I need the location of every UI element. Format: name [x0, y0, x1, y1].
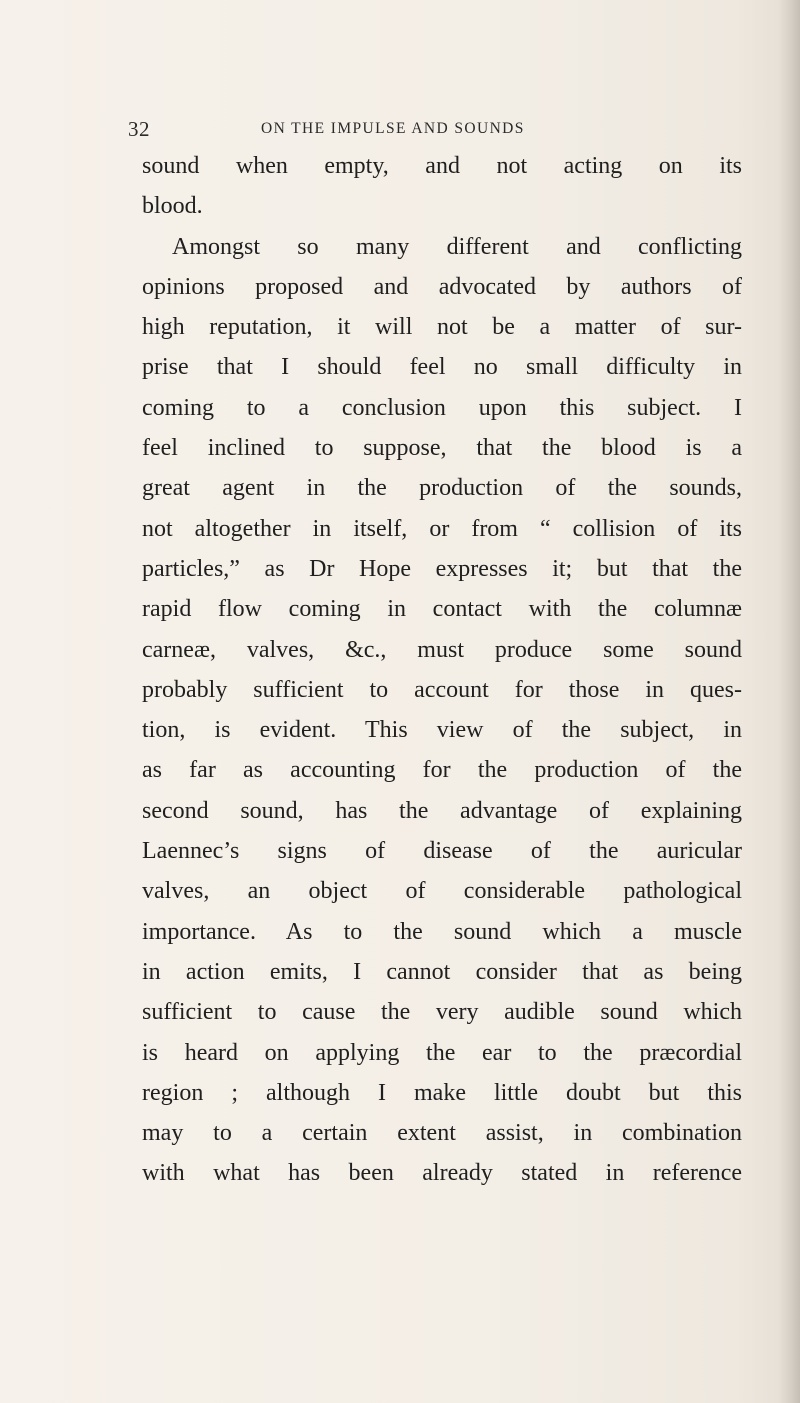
- text-line: tion, is evident. This view of the subject, in: [142, 717, 742, 744]
- page-number: 32: [128, 117, 150, 141]
- text-line: in action emits, I cannot consider that as being: [142, 958, 742, 985]
- text-line: Laennec’s signs of disease of the auricular: [142, 838, 742, 865]
- text-line: carneæ, valves, &c., must produce some sound: [142, 636, 742, 663]
- text-line: may to a certain extent assist, in combination: [142, 1120, 742, 1147]
- running-title: ON THE IMPULSE AND SOUNDS: [261, 120, 525, 137]
- text-line: is heard on applying the ear to the præcordial: [142, 1039, 742, 1066]
- text-line: as far as accounting for the production of the: [142, 757, 742, 784]
- text-line: opinions proposed and advocated by authors of: [142, 273, 742, 300]
- text-line: particles,” as Dr Hope expresses it; but that the: [142, 555, 742, 582]
- text-line: sufficient to cause the very audible sound which: [142, 999, 742, 1026]
- text-line: with what has been already stated in reference: [142, 1160, 742, 1187]
- page-edge-shadow: [778, 0, 800, 1403]
- text-line: high reputation, it will not be a matter of sur-: [142, 314, 742, 341]
- text-line: region ; although I make little doubt but this: [142, 1079, 742, 1106]
- text-line: sound when empty, and not acting on its: [142, 153, 742, 179]
- text-line: rapid flow coming in contact with the columnæ: [142, 596, 742, 623]
- text-line: not altogether in itself, or from “ collision of its: [142, 515, 742, 542]
- body-text: [142, 146, 742, 1194]
- text-line: importance. As to the sound which a muscle: [142, 918, 742, 945]
- paragraph-first-line: Amongst so many different and conflicting: [172, 233, 742, 260]
- text-line: great agent in the production of the sounds,: [142, 475, 742, 502]
- text-line: blood.: [142, 193, 203, 220]
- text-line: valves, an object of considerable pathological: [142, 878, 742, 905]
- text-line: prise that I should feel no small difficulty in: [142, 354, 742, 381]
- text-line: feel inclined to suppose, that the blood is a: [142, 435, 742, 462]
- text-line: coming to a conclusion upon this subject. I: [142, 394, 742, 421]
- text-line: probably sufficient to account for those in ques-: [142, 676, 742, 703]
- running-head: [128, 117, 688, 147]
- text-line: second sound, has the advantage of explaining: [142, 797, 742, 824]
